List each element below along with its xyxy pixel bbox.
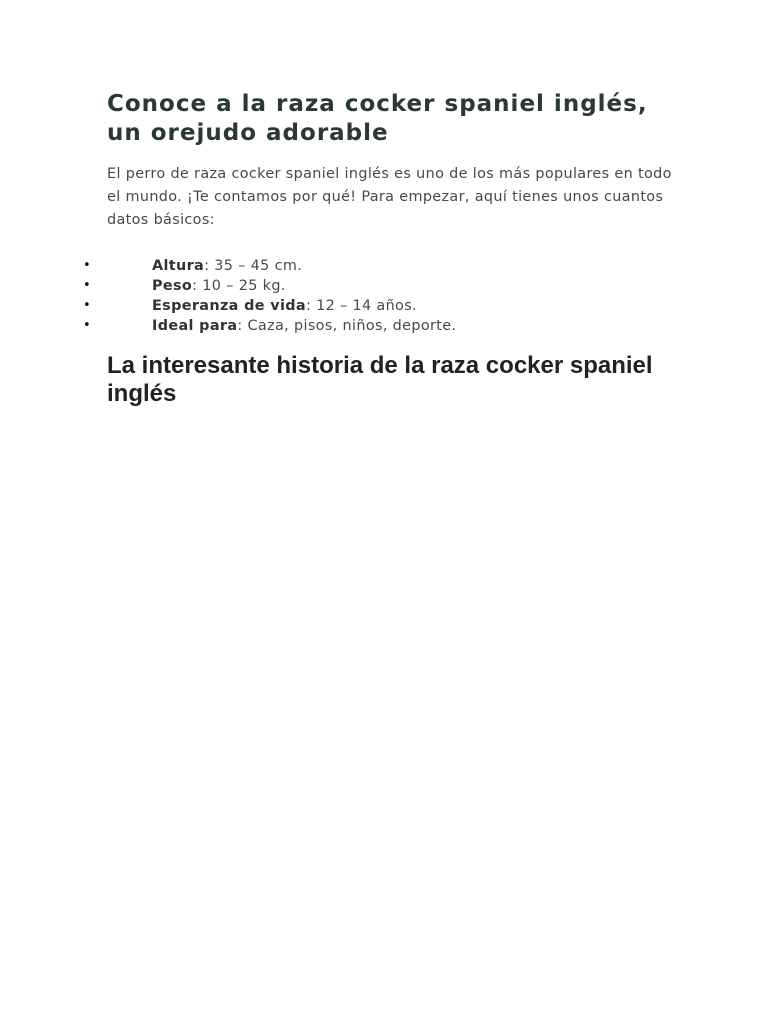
bullet-icon: • [83, 298, 92, 313]
fact-value: : 12 – 14 años. [305, 298, 417, 314]
fact-value: : 10 – 25 kg. [192, 278, 286, 294]
fact-label: Peso [152, 278, 193, 294]
fact-label: Ideal para [152, 318, 238, 334]
fact-label: Esperanza de vida [152, 298, 306, 314]
article-title: Conoce a la raza cocker spaniel inglés, un orejudo adorable [107, 91, 648, 146]
fact-label: Altura [152, 258, 205, 274]
bullet-icon: • [83, 318, 92, 333]
list-item [0, 256, 700, 276]
facts-list [0, 256, 700, 336]
fact-text [152, 276, 286, 296]
list-item [0, 316, 700, 336]
section-heading: La interesante historia de la raza cocker spaniel inglés [107, 352, 653, 407]
bullet-icon: • [83, 258, 92, 273]
fact-text [152, 296, 417, 316]
list-item [0, 276, 700, 296]
article-intro: El perro de raza cocker spaniel inglés es uno de los más populares en todo el mundo. ¡Te contamos por qué! Para empezar, aquí tienes unos cuantos datos básicos: [107, 166, 672, 228]
fact-value: : 35 – 45 cm. [204, 258, 303, 274]
list-item [0, 296, 700, 316]
fact-value: : Caza, pisos, niños, deporte. [237, 318, 457, 334]
bullet-icon: • [83, 278, 92, 293]
fact-text [152, 316, 456, 336]
fact-text [152, 256, 302, 276]
